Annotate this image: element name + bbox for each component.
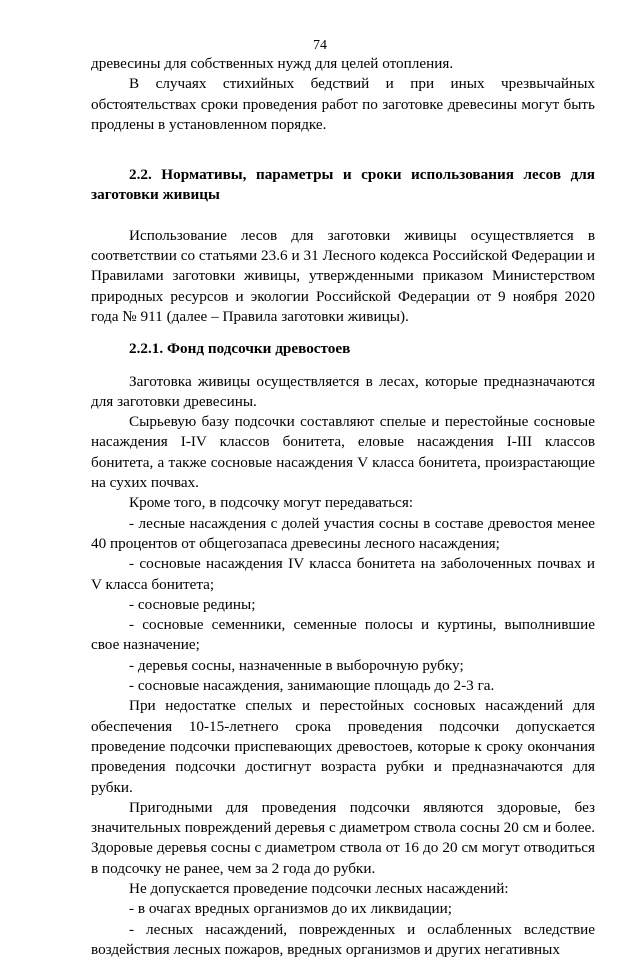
- paragraph: В случаях стихийных бедствий и при иных чрезвычайных обстоятельствах сроки проведения работ по заготовке древесины могут быть продлены в установленном порядке.: [91, 75, 595, 133]
- paragraph: Заготовка живицы осуществляется в лесах, которые предназначаются для заготовки древесины.: [91, 372, 595, 410]
- section-heading-2-2-1: 2.2.1. Фонд подсочки древостоев: [129, 340, 351, 358]
- paragraph: Кроме того, в подсочку могут передаваться:: [129, 494, 414, 512]
- paragraph: При недостатке спелых и перестойных сосновых насаждений для обеспечения 10-15-летнего срока проведения подсочки допускается проведение подсочки приспевающих древостоев, которые к сроку окончания проведения подсочки достигнут возраста рубки и предназначаются для рубки.: [91, 697, 595, 796]
- list-item: - сосновые семенники, семенные полосы и куртины, выполнившие свое назначение;: [91, 616, 595, 654]
- paragraph: Не допускается проведение подсочки лесных насаждений:: [129, 879, 509, 897]
- paragraph: Использование лесов для заготовки живицы осуществляется в соответствии со статьями 23.6 и 31 Лесного кодекса Российской Федерации и Правилами заготовки живицы, утвержденными приказом Министерством природных ресурсов и экологии Российской Федерации от 9 ноября 2020 года № 911 (далее – Правила заготовки живицы).: [91, 226, 595, 325]
- paragraph: Сырьевую базу подсочки составляют спелые и перестойные сосновые насаждения I-IV классов бонитета, еловые насаждения I-III классов бонитета, а также сосновые насаждения V класса бонитета, произрастающие на сухих почвах.: [91, 413, 595, 492]
- list-item: - сосновые насаждения, занимающие площадь до 2-3 га.: [129, 677, 495, 695]
- page-body: [91, 54, 595, 960]
- list-item: - сосновые насаждения IV класса бонитета на заболоченных почвах и V класса бонитета;: [91, 555, 595, 593]
- list-item: - в очагах вредных организмов до их ликвидации;: [129, 900, 452, 918]
- paragraph: Пригодными для проведения подсочки являются здоровые, без значительных повреждений деревья с диаметром ствола сосны 20 см и более. Здоровые деревья сосны с диаметром ствола от 16 до 20 см могут отводиться в подсочку не ранее, чем за 2 года до рубки.: [91, 798, 595, 877]
- list-item: - лесные насаждения с долей участия сосны в составе древостоя менее 40 процентов от общегозапаса древесины лесного насаждения;: [91, 514, 595, 552]
- section-heading-2-2: 2.2. Нормативы, параметры и сроки использования лесов для заготовки живицы: [91, 166, 595, 204]
- list-item: - лесных насаждений, поврежденных и ослабленных вследствие воздействия лесных пожаров, вредных организмов и других негативных: [91, 920, 595, 958]
- list-item: - деревья сосны, назначенные в выборочную рубку;: [129, 656, 464, 674]
- paragraph: древесины для собственных нужд для целей отопления.: [91, 55, 454, 72]
- page-number: 74: [313, 38, 327, 53]
- list-item: - сосновые редины;: [129, 595, 256, 613]
